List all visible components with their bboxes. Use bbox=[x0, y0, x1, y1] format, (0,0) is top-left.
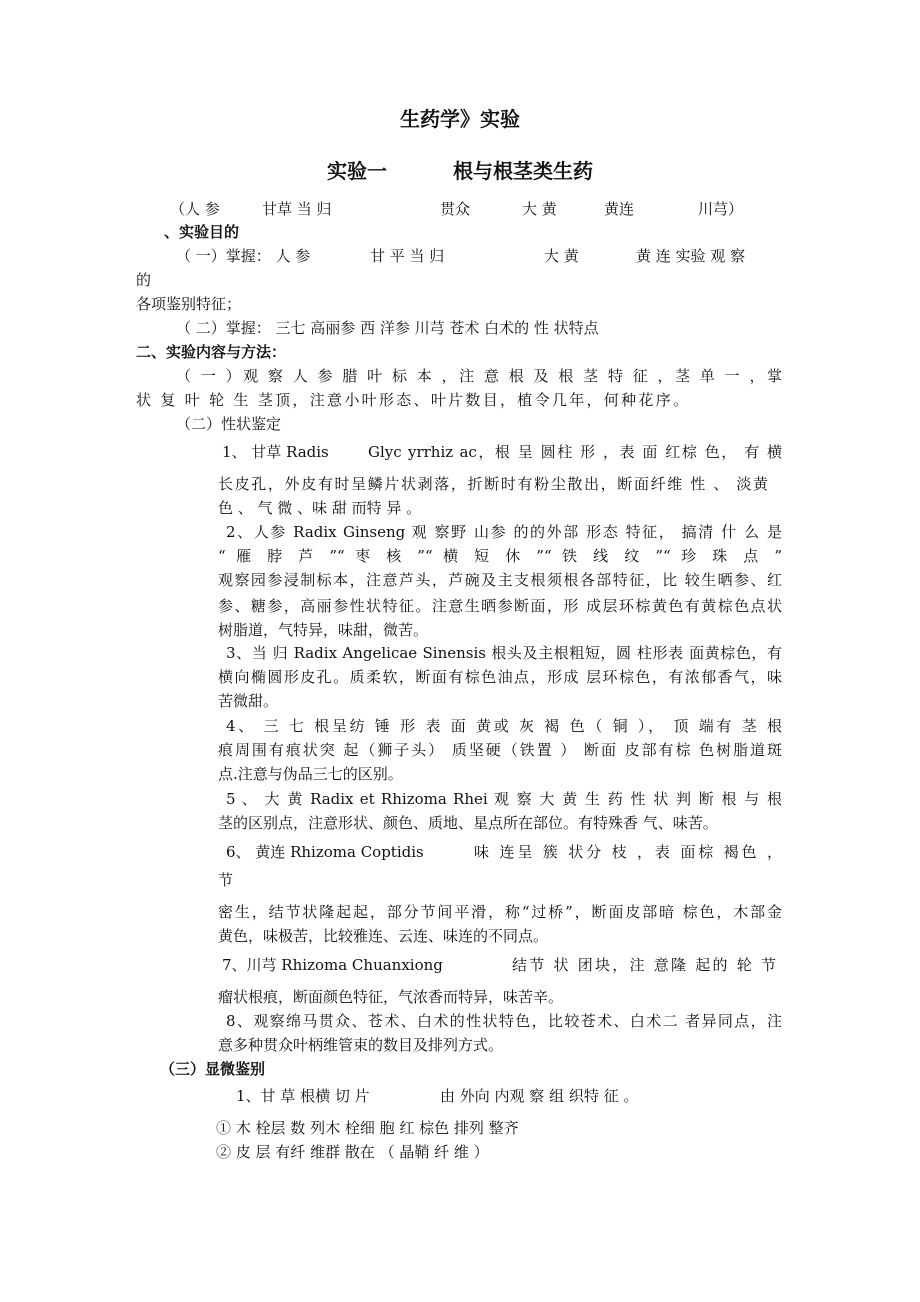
drug-list-item: （人 参 bbox=[170, 200, 220, 218]
paragraph-text: 1、 甘草 Radis bbox=[222, 443, 329, 461]
drug-list-item: 大 黄 bbox=[522, 200, 557, 218]
drug-list-item: 川芎） bbox=[698, 200, 744, 218]
paragraph-text: 黄 连 实验 观 察 bbox=[636, 247, 746, 265]
paragraph-text: 甘 平 当 归 bbox=[370, 247, 445, 265]
paragraph-text: 2、人参 Radix Ginseng 观 察野 山参 的的外部 形态 特征， 搞清 什 么 是 bbox=[226, 523, 782, 541]
paragraph-text: 大 黄 bbox=[544, 247, 579, 265]
paragraph-text: 节 bbox=[218, 871, 234, 889]
section-heading: 、实验目的 bbox=[164, 223, 240, 241]
list-item: ② 皮 层 有纤 维群 散在 （ 晶鞘 纤 维 ） bbox=[216, 1143, 489, 1161]
paragraph-text: （ 一）掌握： 人 参 bbox=[176, 247, 311, 265]
page-title: 生药学》实验 bbox=[400, 107, 520, 131]
subsection-heading: （三）显微鉴别 bbox=[160, 1060, 266, 1078]
subsection-heading: （二）性状鉴定 bbox=[176, 415, 282, 433]
paragraph-text: 8、观察绵马贯众、苍术、白术的性状特色，比较苍术、白术二 者异同点，注 bbox=[226, 1012, 782, 1030]
paragraph-text: 由 外向 内观 察 组 织特 征 。 bbox=[440, 1087, 639, 1105]
experiment-name: 根与根茎类生药 bbox=[452, 159, 593, 183]
list-item: ① 木 栓层 数 列木 栓细 胞 红 棕色 排列 整齐 bbox=[216, 1119, 519, 1137]
paragraph-text: 黄色，味极苦，比较雅连、云连、味连的不同点。 bbox=[218, 927, 549, 945]
paragraph-text: 茎的区别点，注意形状、颜色、质地、星点所在部位。有特殊香 气、味苦。 bbox=[218, 814, 718, 832]
paragraph-text: 瘤状根痕，断面颜色特征，气浓香而特异，味苦辛。 bbox=[218, 988, 564, 1006]
experiment-number: 实验一 bbox=[327, 159, 388, 183]
section-heading: 二、实验内容与方法： bbox=[136, 343, 287, 361]
paragraph-text: 7、川芎 Rhizoma Chuanxiong bbox=[222, 956, 443, 974]
drug-list-item: 甘草 当 归 bbox=[262, 200, 332, 218]
paragraph-text: 各项鉴别特征； bbox=[136, 295, 242, 313]
paragraph-text: 结节 状 团块，注 意隆 起的 轮 节 bbox=[512, 956, 776, 974]
paragraph-text: 5 、 大 黄 Radix et Rhizoma Rhei 观 察 大 黄 生 药 性 状 判 断 根 与 根 bbox=[226, 790, 782, 808]
paragraph-text: 点.注意与伪品三七的区别。 bbox=[218, 765, 403, 783]
paragraph-text: 横向椭圆形皮孔。质柔软，断面有棕色油点，形成 层环棕色，有浓郁香气，味 bbox=[218, 668, 782, 686]
paragraph-text: 树脂道，气特异，味甜，微苦。 bbox=[218, 621, 429, 639]
paragraph-text: 1、甘 草 根横 切 片 bbox=[236, 1087, 370, 1105]
paragraph-text: 苦微甜。 bbox=[218, 692, 279, 710]
paragraph-text: “ 雁 脖 芦 ”“ 枣 核 ”“ 横 短 休 ”“ 铁 线 纹 ”“ 珍 珠 点 ” bbox=[218, 547, 782, 565]
paragraph-text: Glyc yrrhiz ac，根 呈 圆柱 形 ，表 面 红棕 色， 有 横 bbox=[368, 443, 782, 461]
paragraph-text: 痕周围有痕状突 起（狮子头） 质坚硬（铁置 ） 断面 皮部有棕 色树脂道斑 bbox=[218, 741, 782, 759]
paragraph-text: 味 连呈 簇 状分 枝 ，表 面棕 褐色 ， bbox=[474, 843, 782, 861]
paragraph-text: 观察园参浸制标本，注意芦头，芦碗及主支根须根各部特征，比 较生晒参、红 bbox=[218, 571, 782, 589]
paragraph-text: （ 一 ）观 察 人 参 腊 叶 标 本 ，注 意 根 及 根 茎 特 征 ，茎 单 一 ，掌 bbox=[176, 367, 782, 385]
paragraph-text: 6、 黄连 Rhizoma Coptidis bbox=[226, 843, 424, 861]
paragraph-text: 3、当 归 Radix Angelicae Sinensis 根头及主根粗短，圆 柱形表 面黄棕色，有 bbox=[226, 644, 782, 662]
paragraph-text: 参、糖参，高丽参性状特征。注意生晒参断面，形 成层环棕黄色有黄棕色点状 bbox=[218, 597, 782, 615]
drug-list-item: 贯众 bbox=[440, 200, 471, 218]
paragraph-text: 密生，结节状隆起起，部分节间平滑，称“过桥”，断面皮部暗 棕色，木部金 bbox=[218, 903, 782, 921]
paragraph-text: 长皮孔，外皮有时呈鳞片状剥落，折断时有粉尘散出，断面纤维 性 、 淡黄 bbox=[218, 475, 768, 493]
drug-list-item: 黄连 bbox=[604, 200, 635, 218]
paragraph-text: 的 bbox=[136, 271, 152, 289]
paragraph-text: （ 二）掌握： 三七 高丽参 西 洋参 川芎 苍术 白术的 性 状特点 bbox=[176, 319, 599, 337]
paragraph-text: 色 、 气 微 、味 甜 而特 异 。 bbox=[218, 499, 422, 517]
paragraph-text: 4、 三 七 根呈纺 锤 形 表 面 黄或 灰 褐 色（ 铜 ）， 顶 端有 茎 根 bbox=[226, 717, 782, 735]
paragraph-text: 状 复 叶 轮 生 茎顶，注意小叶形态、叶片数目，植令几年，何种花序。 bbox=[136, 391, 688, 409]
paragraph-text: 意多种贯众叶柄维管束的数目及排列方式。 bbox=[218, 1036, 504, 1054]
experiment-title bbox=[0, 158, 920, 184]
